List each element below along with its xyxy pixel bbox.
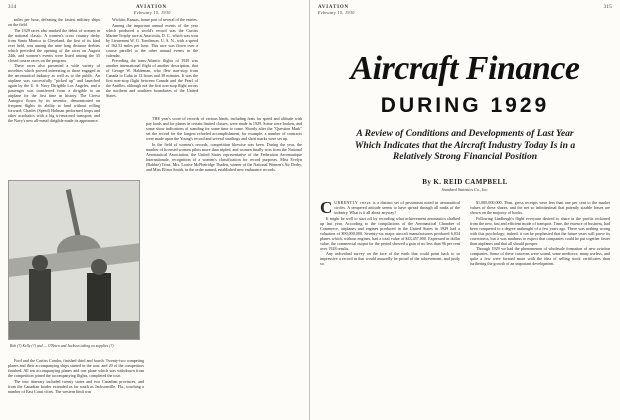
- paragraph: $1,000,000,000. Thus, gross receipts were less than one per cent to the market values of these shares, and the net so infinitesimal that patently sizable losses are shown on the majority of books.: [470, 200, 610, 215]
- left-column-1: [8, 17, 100, 177]
- paragraph: Preceding the trans-Atlantic flights of 1929 was another international flight of another description, that of George W. Haldeman, who flew non-stop from Canada to Cuba in 12 hours and 30 minutes. It was the first non-stop flight between Canada and the Pearl of the Antilles, although not the first non-stop flight across the northern and southern boundaries of the United States.: [106, 58, 198, 98]
- right-page: [310, 0, 620, 420]
- photo-caption: Bob (?) Kelly (?) and — O'Brien and Jackson taking on supplies (?): [10, 344, 114, 348]
- left-running-head: [8, 5, 301, 15]
- right-column-1: [320, 200, 460, 414]
- paragraph: Wichita, Kansas, home port of several of the entries.: [112, 17, 198, 22]
- paragraph: Ford and the Curtiss Condor, finished third and fourth. Twenty-two competing planes and their accompanying ships started in the tour, and 20 of the competitors finished. All ten accompanying planes and one plane which was withdrawn from the competition joined the accompanying flights, completed the tour.: [8, 358, 144, 378]
- byline-affiliation: Standard Statistics Co., Inc.: [441, 187, 489, 192]
- paragraph: The 1929 races also marked the debut of women in the national classic. A women's cross country derby from Santa Monica to Cleveland, the first of its kind ever held, was among the nine long distance derbies which preceded the opening of the races on August 24th, and women's events were listed among the 35 closed course races on the program.: [8, 27, 100, 63]
- left-issue-date: February 15, 1930: [134, 10, 171, 15]
- article-byline: By K. REID CAMPBELL: [422, 178, 508, 186]
- paragraph: Any individual survey on the face of the earth that could point back to so impressive a record in that would assuredly be proud of the achievement, and justly so.: [320, 251, 460, 266]
- paragraph: The tour itinerary included twenty states and two Canadian provinces, and from the Canadian border extended as far south as Jacksonville, Fla., touching a number of East Coast cities. The western limit was: [8, 378, 144, 394]
- right-running-head: [318, 5, 612, 15]
- aviators-photo: [8, 180, 140, 340]
- paragraph: miles per hour, defeating the fastest military ships on the field.: [8, 17, 100, 27]
- article-headline: Aircraft Finance: [350, 50, 580, 87]
- paragraph: It might be well to start off by recording what achievement aeronautics chalked up last year. According to the compilations of the Aeronautical Chamber of Commerce, airplanes and engines produced in the United States in 1929 had a valuation of $90,000,000. Seventy-six major aircraft manufacturers produced 6,034 planes which, without engines, had a total value of $43,457,000. Expressed in dollar value, the commercial output for the period showed a gain of no less than 96 per cent over 1928 results.: [320, 215, 460, 251]
- lead-paragraph: [320, 200, 460, 215]
- article-subhead: DURING 1929: [380, 94, 550, 117]
- paragraph: THE year's score of records of various kinds, including feats for speed and altitude with pay loads and for planes in certain limited classes, were made in 1929. Some were broken, and some show indications of standing for some time to come. Shortly after the "Question Mark" set the record for the longest refueled accomplishment, for example, a number of contracts were made upon the Young's record and several startlings and short marks were set up.: [146, 116, 302, 141]
- left-column-2: [106, 17, 198, 112]
- paragraph: Following Lindbergh's flight everyone desired to share in the profits reckoned from the new, fast and efficient mode of transport. Time, the essence of business, had been conquered to a degree unthought of a few years ago. There was nothing wrong with this psychology; indeed, it can be prophesied that the future years will prove its correctness, but it was madness to expect that companies could be put together faster than airplanes and that all should prosper.: [470, 215, 610, 246]
- right-page-number: 315: [603, 5, 612, 10]
- left-magazine-name: AVIATION: [136, 5, 167, 10]
- right-magazine-name: AVIATION: [318, 5, 349, 10]
- right-column-2: [470, 200, 610, 414]
- photo-illustration: [9, 181, 140, 340]
- left-column-bottom: [8, 358, 144, 414]
- paragraph: These races also presented a wide variety of novelties which proved interesting to those engaged in the aeronautical industry as well as to the public. An airplane was successfully "picked up" and launched again by the U. S. Navy Dirigible Los Angeles, and a passenger was transferred from a dirigible to an airplane for the first time in history. The Cierva Autogiro flown by its inventor, demonstrated on frequent flights its ability to land without rolling forward; Charles (Speed) Holman performed loops and other acrobatics with a big tri-motored transport; and the Navy's new all-metal dirigible made its appearance.: [8, 63, 100, 123]
- paragraph: In the field of women's records, competition likewise was keen. During the year, the number of licensed women pilots more than tripled, and women finally won from the National Aeronautical Association, the United States representative of the Federation Aeronautique Internationale, recognition of a women's classification for record purposes. Miss Evelyn (Bobbie) Trout, Mrs. Louise McPhetridge Thaden, winner of the National Women's Air Derby, and Miss Elinor Smith, in the order named, established new endurance records.: [146, 141, 302, 172]
- right-issue-date: February 15, 1930: [318, 10, 355, 15]
- paragraph: Through 1929 we had the phenomenon of wholesale formation of new aviation companies. Some of these concerns were sound, some mediocre, many useless, and quite a few were formed more with the idea of selling stock certificates than furthering the growth of an important development.: [470, 246, 610, 266]
- left-page-number: 314: [8, 5, 17, 10]
- lead-small-caps: URRENTLY there: [334, 200, 372, 205]
- paragraph: Among the important annual events of the year which produced a world's record was the Curtiss Marine Trophy race at Anacostia, D. C., which was won by Lieutenant W. G. Tomlinson, U. S. N., with a speed of 162.52 miles per hour. This race was flown over a course parallel to the other annual events in the calendar.: [106, 22, 198, 58]
- lead-text: is a distinct set of pessimism noted in aeronautical circles. A tempered attitude seems to have spread through all ranks of the industry. What is it all about anyway?: [334, 200, 460, 215]
- left-column-3: [146, 116, 302, 412]
- article-deck: A Review of Conditions and Developments of Last Year Which Indicates that the Aircraft Industry Today Is in a Relatively Strong Financial Position: [354, 128, 576, 162]
- drop-cap: C: [320, 200, 333, 217]
